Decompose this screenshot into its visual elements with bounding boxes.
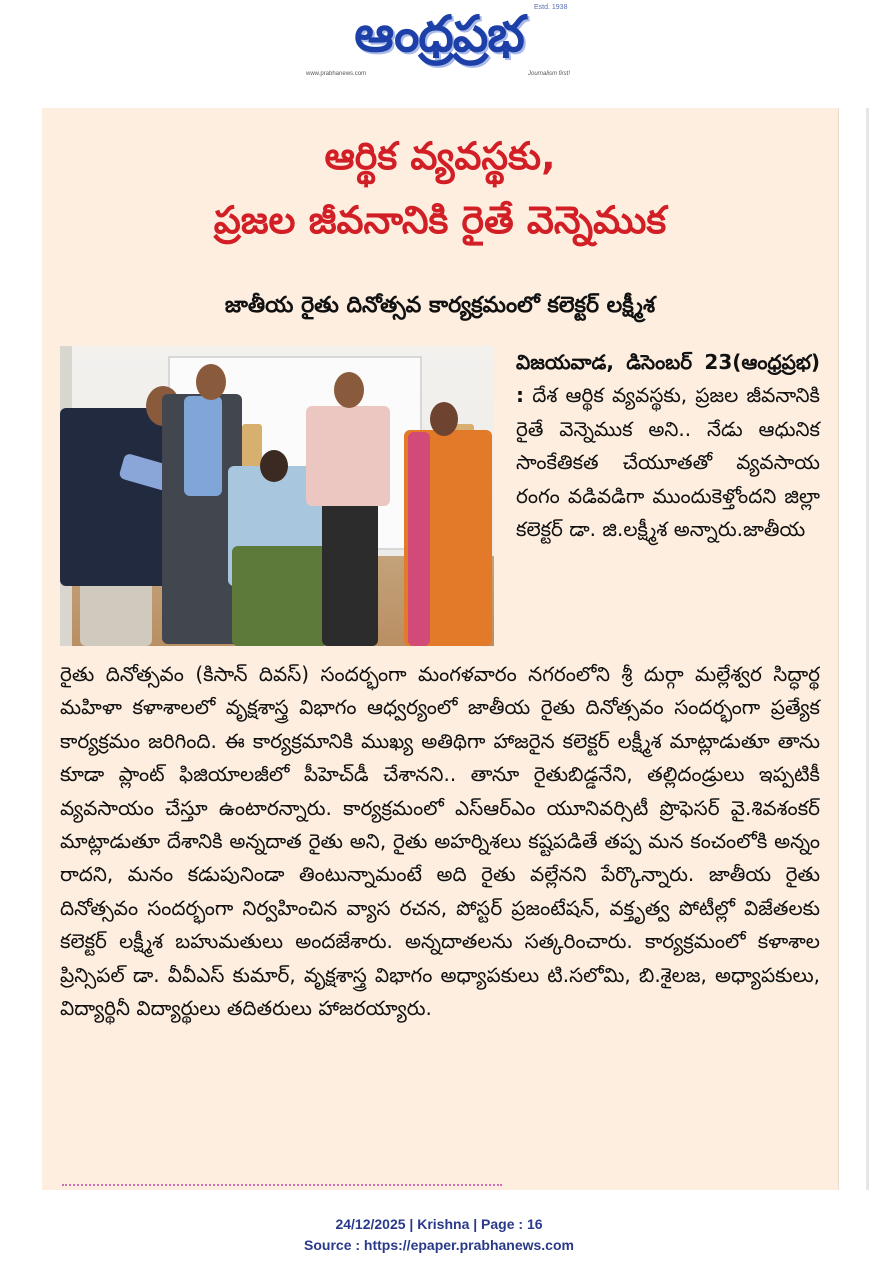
headline-line-1: ఆర్థిక వ్యవస్థకు, bbox=[324, 134, 556, 178]
article-photo bbox=[60, 346, 494, 646]
logo-tagline: Journalism first! bbox=[528, 71, 571, 77]
subheadline: జాతీయ రైతు దినోత్సవ కార్యక్రమంలో కలెక్టర్ లక్ష్మీశ bbox=[224, 293, 656, 318]
photo-person-vest bbox=[60, 408, 170, 586]
photo-farmer-lungi bbox=[232, 546, 328, 646]
photo-person-trousers bbox=[322, 496, 378, 646]
article-first-paragraph bbox=[516, 346, 820, 546]
logo-estd: Estd. 1938 bbox=[534, 4, 568, 11]
page-edge bbox=[866, 108, 869, 1190]
headline-line-2: ప్రజల జీవనానికి రైతే వెన్నెముక bbox=[213, 198, 667, 242]
logo-url: www.prabhanews.com bbox=[306, 71, 367, 77]
masthead bbox=[0, 0, 878, 100]
photo-person-shirt bbox=[184, 396, 222, 496]
photo-farmer-head bbox=[260, 450, 288, 482]
photo-woman-head bbox=[430, 402, 458, 436]
clip-bottom-edge bbox=[62, 1184, 502, 1192]
article-clipping bbox=[42, 108, 839, 1190]
photo-person-head bbox=[334, 372, 364, 408]
photo-person-checked-shirt bbox=[306, 406, 390, 506]
first-paragraph-text: దేశ ఆర్థిక వ్యవస్థకు, ప్రజల జీవనానికి రైతే వెన్నెముక అని.. నేడు ఆధునిక సాంకేతికత చేయూతతో వ్యవసాయ రంగం వడివడిగా ముందుకెళ్తోందని జిల్లా కలెక్టర్ డా. జి.లక్ష్మీశ అన్నారు.జాతీయ bbox=[516, 383, 820, 542]
footer-edition-info: 24/12/2025 | Krishna | Page : 16 bbox=[335, 1216, 543, 1232]
article-body: రైతు దినోత్సవం (కిసాన్ దివస్) సందర్భంగా మంగళవారం నగరంలోని శ్రీ దుర్గా మల్లేశ్వర సిద్ధార్థ మహిళా కళాశాలలో వృక్షశాస్త్ర విభాగం ఆధ్వర్యంలో జాతీయ రైతు దినోత్సవం సందర్భంగా ప్రత్యేక కార్యక్రమం జరిగింది. ఈ కార్యక్రమానికి ముఖ్య అతిథిగా హాజరైన కలెక్టర్ లక్ష్మీశ మాట్లాడుతూ తాను కూడా ప్లాంట్ ఫిజియాలజీలో పీహెచ్‌డీ చేశానని.. తానూ రైతుబిడ్డనేని, తల్లిదండ్రులు ఇప్పటికీ వ్యవసాయం చేస్తూ ఉంటారన్నారు. కార్యక్రమంలో ఎస్ఆర్ఎం యూనివర్సిటీ ప్రొఫెసర్ వై.శివశంకర్ మాట్లాడుతూ దేశానికి అన్నదాత రైతు అని, రైతు అహర్నిశలు కష్టపడితే తప్ప మన కంచంలోకి అన్నం రాదని, మనం కడుపునిండా తింటున్నామంటే అది రైతు వల్లేనని పేర్కొన్నారు. జాతీయ రైతు దినోత్సవం సందర్భంగా నిర్వహించిన వ్యాస రచన, పోస్టర్ ప్రజంటేషన్, వక్తృత్వ పోటీల్లో విజేతలకు కలెక్టర్ లక్ష్మీశ బహుమతులు అందజేశారు. అన్నదాతలను సత్కరించారు. కార్యక్రమంలో కళాశాల ప్రిన్సిపల్ డా. వీవీఎస్ కుమార్, వృక్షశాస్త్ర విభాగం అధ్యాపకులు టి.సలోమి, బి.శైలజ, అధ్యాపకులు, విద్యార్థినీ విద్యార్థులు తదితరులు హాజరయ్యారు. bbox=[60, 662, 820, 1021]
photo-saree-border bbox=[408, 432, 430, 646]
newspaper-logo: ఆంధ్రప్రభ bbox=[354, 4, 524, 63]
dateline: విజయవాడ, డిసెంబర్ 23(ఆంధ్రప్రభ) : bbox=[516, 350, 820, 408]
footer-source: Source : https://epaper.prabhanews.com bbox=[304, 1237, 574, 1253]
photo-person-head bbox=[196, 364, 226, 400]
